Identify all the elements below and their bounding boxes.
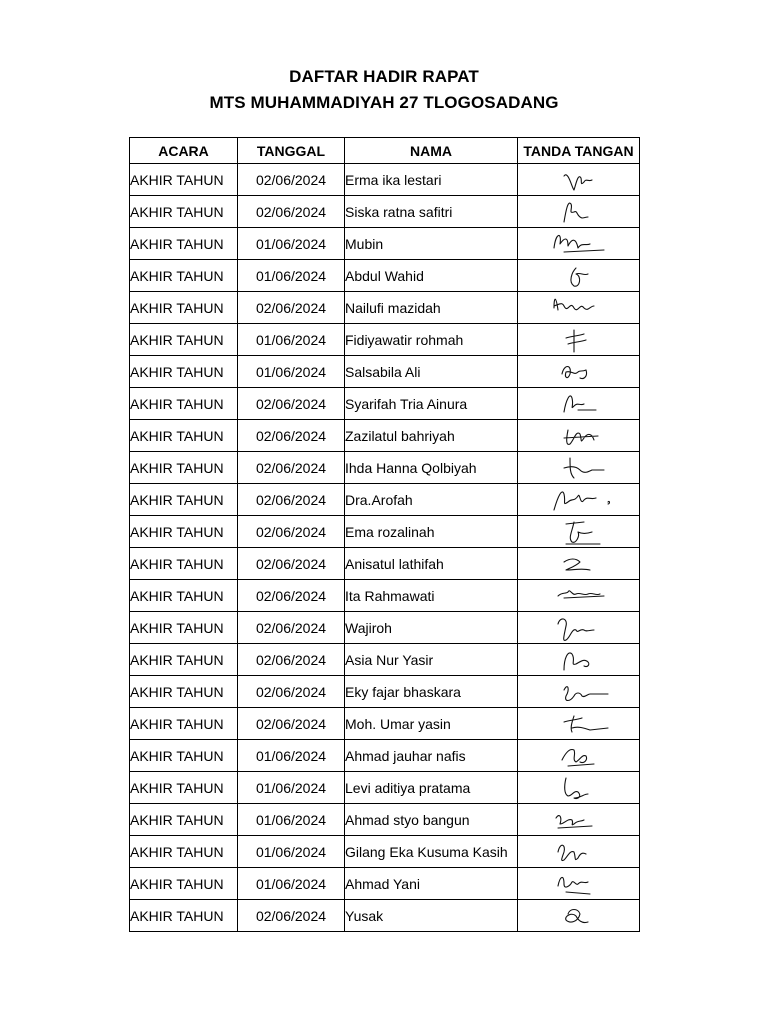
- table-row: [130, 420, 640, 452]
- signature-icon: [518, 452, 640, 483]
- cell-tanggal: 02/06/2024: [238, 164, 345, 196]
- cell-tanggal: 02/06/2024: [238, 644, 345, 676]
- table-row: [130, 388, 640, 420]
- cell-nama: Ahmad Yani: [345, 868, 518, 900]
- cell-tanggal: 01/06/2024: [238, 356, 345, 388]
- cell-tanggal: 02/06/2024: [238, 580, 345, 612]
- cell-tanggal: 01/06/2024: [238, 804, 345, 836]
- cell-nama: Nailufi mazidah: [345, 292, 518, 324]
- cell-tanggal: 02/06/2024: [238, 708, 345, 740]
- cell-tanda-tangan: [518, 836, 640, 868]
- cell-tanda-tangan: [518, 580, 640, 612]
- cell-tanda-tangan: [518, 420, 640, 452]
- cell-acara: AKHIR TAHUN: [130, 452, 238, 484]
- table-row: [130, 548, 640, 580]
- cell-tanggal: 01/06/2024: [238, 260, 345, 292]
- cell-nama: Eky fajar bhaskara: [345, 676, 518, 708]
- cell-tanggal: 02/06/2024: [238, 676, 345, 708]
- signature-icon: [518, 740, 640, 771]
- cell-tanggal: 02/06/2024: [238, 612, 345, 644]
- cell-acara: AKHIR TAHUN: [130, 388, 238, 420]
- cell-tanda-tangan: [518, 260, 640, 292]
- signature-icon: [518, 388, 640, 419]
- cell-acara: AKHIR TAHUN: [130, 900, 238, 932]
- cell-nama: Mubin: [345, 228, 518, 260]
- signature-icon: [518, 612, 640, 643]
- signature-icon: [518, 804, 640, 835]
- cell-acara: AKHIR TAHUN: [130, 772, 238, 804]
- cell-acara: AKHIR TAHUN: [130, 868, 238, 900]
- cell-tanda-tangan: [518, 612, 640, 644]
- cell-tanggal: 02/06/2024: [238, 292, 345, 324]
- cell-tanggal: 01/06/2024: [238, 868, 345, 900]
- cell-tanggal: 02/06/2024: [238, 548, 345, 580]
- cell-tanda-tangan: [518, 676, 640, 708]
- table-row: [130, 452, 640, 484]
- cell-tanda-tangan: [518, 548, 640, 580]
- cell-acara: AKHIR TAHUN: [130, 260, 238, 292]
- cell-nama: Anisatul lathifah: [345, 548, 518, 580]
- cell-acara: AKHIR TAHUN: [130, 644, 238, 676]
- cell-tanggal: 01/06/2024: [238, 228, 345, 260]
- cell-nama: Ahmad styo bangun: [345, 804, 518, 836]
- cell-nama: Gilang Eka Kusuma Kasih: [345, 836, 518, 868]
- column-header-nama: NAMA: [345, 138, 518, 164]
- signature-icon: [518, 196, 640, 227]
- cell-tanda-tangan: [518, 740, 640, 772]
- signature-icon: [518, 836, 640, 867]
- cell-tanda-tangan: [518, 164, 640, 196]
- cell-nama: Ahmad jauhar nafis: [345, 740, 518, 772]
- signature-icon: [518, 356, 640, 387]
- cell-nama: Dra.Arofah: [345, 484, 518, 516]
- cell-acara: AKHIR TAHUN: [130, 740, 238, 772]
- cell-tanda-tangan: [518, 324, 640, 356]
- cell-tanda-tangan: [518, 804, 640, 836]
- signature-icon: [518, 548, 640, 579]
- cell-nama: Asia Nur Yasir: [345, 644, 518, 676]
- cell-tanggal: 02/06/2024: [238, 900, 345, 932]
- cell-nama: Yusak: [345, 900, 518, 932]
- signature-icon: [518, 580, 640, 611]
- cell-tanda-tangan: [518, 484, 640, 516]
- cell-tanggal: 01/06/2024: [238, 324, 345, 356]
- cell-tanda-tangan: [518, 292, 640, 324]
- cell-nama: Fidiyawatir rohmah: [345, 324, 518, 356]
- cell-tanggal: 02/06/2024: [238, 420, 345, 452]
- table-row: [130, 772, 640, 804]
- cell-tanggal: 02/06/2024: [238, 196, 345, 228]
- cell-tanggal: 02/06/2024: [238, 452, 345, 484]
- cell-tanda-tangan: [518, 228, 640, 260]
- cell-tanda-tangan: [518, 708, 640, 740]
- signature-icon: [518, 676, 640, 707]
- table-row: [130, 612, 640, 644]
- cell-acara: AKHIR TAHUN: [130, 804, 238, 836]
- signature-icon: [518, 260, 640, 291]
- attendance-table: [129, 137, 640, 932]
- cell-tanda-tangan: [518, 516, 640, 548]
- cell-nama: Abdul Wahid: [345, 260, 518, 292]
- cell-acara: AKHIR TAHUN: [130, 484, 238, 516]
- cell-tanda-tangan: [518, 900, 640, 932]
- column-header-acara: ACARA: [130, 138, 238, 164]
- cell-tanda-tangan: [518, 772, 640, 804]
- signature-icon: [518, 484, 640, 515]
- table-row: [130, 516, 640, 548]
- signature-icon: [518, 164, 640, 195]
- cell-tanggal: 02/06/2024: [238, 388, 345, 420]
- cell-acara: AKHIR TAHUN: [130, 324, 238, 356]
- cell-tanda-tangan: [518, 452, 640, 484]
- table-row: [130, 324, 640, 356]
- signature-icon: [518, 228, 640, 259]
- cell-acara: AKHIR TAHUN: [130, 356, 238, 388]
- cell-acara: AKHIR TAHUN: [130, 292, 238, 324]
- document-subtitle: MTS MUHAMMADIYAH 27 TLOGOSADANG: [209, 93, 559, 112]
- table-row: [130, 804, 640, 836]
- column-header-tanda-tangan: TANDA TANGAN: [518, 138, 640, 164]
- cell-nama: Moh. Umar yasin: [345, 708, 518, 740]
- cell-nama: Siska ratna safitri: [345, 196, 518, 228]
- document-title: DAFTAR HADIR RAPAT: [289, 67, 479, 86]
- table-row: [130, 164, 640, 196]
- cell-tanda-tangan: [518, 356, 640, 388]
- cell-acara: AKHIR TAHUN: [130, 164, 238, 196]
- cell-acara: AKHIR TAHUN: [130, 228, 238, 260]
- cell-acara: AKHIR TAHUN: [130, 836, 238, 868]
- signature-icon: [518, 324, 640, 355]
- cell-tanggal: 01/06/2024: [238, 836, 345, 868]
- table-row: [130, 708, 640, 740]
- cell-acara: AKHIR TAHUN: [130, 516, 238, 548]
- table-row: [130, 228, 640, 260]
- signature-icon: [518, 868, 640, 899]
- cell-tanggal: 02/06/2024: [238, 484, 345, 516]
- cell-tanggal: 02/06/2024: [238, 516, 345, 548]
- cell-nama: Salsabila Ali: [345, 356, 518, 388]
- cell-acara: AKHIR TAHUN: [130, 612, 238, 644]
- cell-acara: AKHIR TAHUN: [130, 708, 238, 740]
- cell-nama: Wajiroh: [345, 612, 518, 644]
- signature-icon: [518, 292, 640, 323]
- cell-nama: Ema rozalinah: [345, 516, 518, 548]
- cell-tanda-tangan: [518, 196, 640, 228]
- table-row: [130, 292, 640, 324]
- cell-nama: Ihda Hanna Qolbiyah: [345, 452, 518, 484]
- table-row: [130, 740, 640, 772]
- signature-icon: [518, 900, 640, 931]
- cell-nama: Erma ika lestari: [345, 164, 518, 196]
- cell-nama: Zazilatul bahriyah: [345, 420, 518, 452]
- cell-acara: AKHIR TAHUN: [130, 196, 238, 228]
- cell-tanda-tangan: [518, 388, 640, 420]
- table-row: [130, 580, 640, 612]
- cell-acara: AKHIR TAHUN: [130, 548, 238, 580]
- cell-tanda-tangan: [518, 868, 640, 900]
- table-header-row: [130, 138, 640, 164]
- table-row: [130, 484, 640, 516]
- table-row: [130, 260, 640, 292]
- cell-tanggal: 01/06/2024: [238, 772, 345, 804]
- table-row: [130, 836, 640, 868]
- cell-tanda-tangan: [518, 644, 640, 676]
- cell-nama: Levi aditiya pratama: [345, 772, 518, 804]
- table-body: [130, 164, 640, 932]
- table-row: [130, 900, 640, 932]
- signature-icon: [518, 772, 640, 803]
- cell-acara: AKHIR TAHUN: [130, 676, 238, 708]
- table-row: [130, 676, 640, 708]
- cell-acara: AKHIR TAHUN: [130, 420, 238, 452]
- signature-icon: [518, 516, 640, 547]
- signature-icon: [518, 708, 640, 739]
- table-row: [130, 356, 640, 388]
- signature-icon: [518, 644, 640, 675]
- cell-nama: Syarifah Tria Ainura: [345, 388, 518, 420]
- table-row: [130, 644, 640, 676]
- table-row: [130, 196, 640, 228]
- cell-nama: Ita Rahmawati: [345, 580, 518, 612]
- column-header-tanggal: TANGGAL: [238, 138, 345, 164]
- signature-icon: [518, 420, 640, 451]
- cell-tanggal: 01/06/2024: [238, 740, 345, 772]
- cell-acara: AKHIR TAHUN: [130, 580, 238, 612]
- table-row: [130, 868, 640, 900]
